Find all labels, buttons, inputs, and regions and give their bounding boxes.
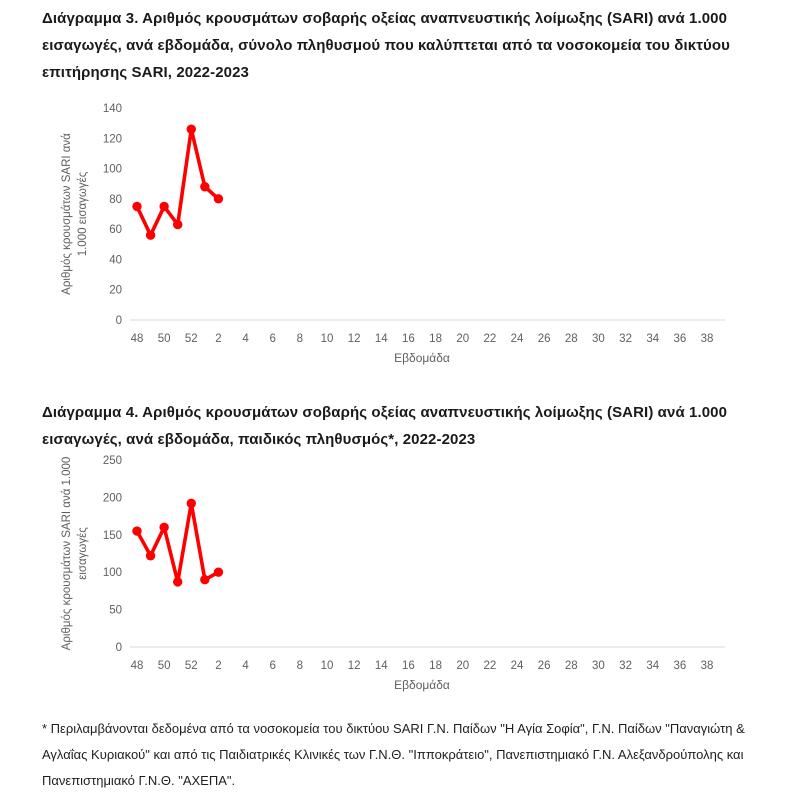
x-tick-label: 8 (296, 660, 304, 672)
chart3-line-plot (0, 95, 800, 365)
y-tick-label: 40 (109, 254, 122, 267)
x-tick-label: 6 (269, 333, 276, 345)
x-tick-label: 30 (592, 660, 605, 672)
data-point-week-50 (159, 202, 168, 211)
x-tick-label: 14 (374, 333, 388, 345)
x-tick-label: 8 (296, 333, 304, 345)
x-tick-label: 32 (619, 333, 632, 345)
y-tick-label: 120 (102, 133, 122, 146)
chart4-line-plot (0, 450, 800, 695)
data-point-week-50 (159, 523, 168, 532)
x-tick-label: 20 (456, 333, 470, 345)
x-tick-label: 22 (483, 660, 497, 672)
data-point-week-52 (187, 125, 196, 134)
chart3-title: Διάγραμμα 3. Αριθμός κρουσμάτων σοβαρής οξείας αναπνευστικής λοίμωξης (SARI) ανά 1.000 εισαγωγές, ανά εβδομάδα, σύνολο πληθυσμού που καλύπτεται από τα νοσοκομεία του δικτύου επιτήρησης SARI, 2022-2023 (42, 10, 730, 81)
x-tick-label: 26 (537, 333, 551, 345)
data-point-week-52 (187, 499, 196, 508)
y-tick-label: 50 (109, 604, 122, 617)
data-line (137, 129, 218, 235)
data-point-week-51 (173, 220, 182, 229)
y-tick-label: 250 (102, 455, 122, 467)
y-tick-label: 100 (102, 567, 122, 580)
x-tick-label: 12 (347, 333, 361, 345)
y-tick-label: 140 (102, 103, 122, 115)
y-axis-title-line: Αριθμός κρουσμάτων SARI ανά (61, 133, 73, 295)
data-point-week-1 (200, 575, 209, 584)
y-tick-label: 150 (102, 529, 122, 542)
y-tick-label: 0 (115, 642, 122, 654)
x-tick-label: 28 (564, 660, 578, 672)
x-tick-label: 24 (510, 660, 524, 672)
x-tick-label: 22 (483, 333, 497, 345)
x-axis-title: Εβδομάδα (394, 678, 450, 692)
x-tick-label: 4 (242, 660, 249, 672)
x-tick-label: 30 (592, 333, 605, 345)
y-tick-label: 100 (102, 163, 122, 176)
x-tick-label: 48 (130, 660, 144, 672)
x-tick-label: 48 (130, 333, 144, 345)
x-tick-label: 32 (619, 660, 632, 672)
footnote-text: * Περιλαμβάνονται δεδομένα από τα νοσοκομεία του δικτύου SARI Γ.Ν. Παίδων "Η Αγία Σοφία", Γ.Ν. Παίδων "Παναγιώτη & Αγλαΐας Κυριακού" και από τις Παιδιατρικές Κλινικές των Γ.Ν.Θ. "Ιπποκράτειο", Πανεπιστημιακό Γ.Ν. Αλεξανδρούπολης και Πανεπιστημιακό Γ.Ν.Θ. "ΑΧΕΠΑ". (42, 721, 745, 788)
x-tick-label: 36 (673, 333, 687, 345)
x-tick-label: 18 (429, 333, 442, 345)
y-tick-label: 20 (109, 284, 122, 297)
x-tick-label: 38 (700, 333, 714, 345)
x-tick-label: 50 (157, 660, 171, 672)
x-tick-label: 34 (646, 333, 660, 345)
y-axis-title-line: 1.000 εισαγωγές (77, 171, 89, 257)
y-tick-label: 80 (109, 193, 122, 206)
data-point-week-1 (200, 182, 209, 191)
x-tick-label: 52 (184, 660, 198, 672)
x-tick-label: 20 (456, 660, 470, 672)
data-point-week-2 (214, 194, 223, 203)
y-tick-label: 0 (115, 315, 122, 327)
x-tick-label: 2 (215, 660, 222, 672)
x-tick-label: 26 (537, 660, 551, 672)
data-point-week-2 (214, 568, 223, 577)
data-point-week-51 (173, 577, 182, 586)
y-axis-title-line: Αριθμός κρουσμάτων SARI ανά 1.000 (61, 456, 73, 651)
chart4-title: Διάγραμμα 4. Αριθμός κρουσμάτων σοβαρής οξείας αναπνευστικής λοίμωξης (SARI) ανά 1.000 εισαγωγές, ανά εβδομάδα, παιδικός πληθυσμός*, 2022-2023 (42, 404, 728, 448)
x-axis-title: Εβδομάδα (394, 351, 450, 365)
x-tick-label: 12 (347, 660, 361, 672)
x-tick-label: 52 (184, 333, 198, 345)
x-tick-label: 16 (402, 660, 415, 672)
data-point-week-49 (146, 231, 155, 240)
x-tick-label: 18 (429, 660, 442, 672)
y-axis-title-line: εισαγωγές (77, 527, 89, 580)
x-tick-label: 36 (673, 660, 687, 672)
x-tick-label: 50 (157, 333, 171, 345)
data-point-week-49 (146, 551, 155, 560)
data-point-week-48 (132, 202, 141, 211)
y-tick-label: 60 (109, 224, 122, 237)
x-tick-label: 14 (374, 660, 388, 672)
x-tick-label: 10 (320, 333, 334, 345)
x-tick-label: 38 (700, 660, 714, 672)
y-tick-label: 200 (102, 492, 122, 505)
x-tick-label: 24 (510, 333, 524, 345)
x-tick-label: 2 (215, 333, 222, 345)
data-point-week-48 (132, 526, 141, 535)
data-line (137, 503, 218, 582)
x-tick-label: 16 (402, 333, 415, 345)
x-tick-label: 6 (269, 660, 276, 672)
x-tick-label: 28 (564, 333, 578, 345)
x-tick-label: 10 (320, 660, 334, 672)
x-tick-label: 34 (646, 660, 660, 672)
x-tick-label: 4 (242, 333, 249, 345)
